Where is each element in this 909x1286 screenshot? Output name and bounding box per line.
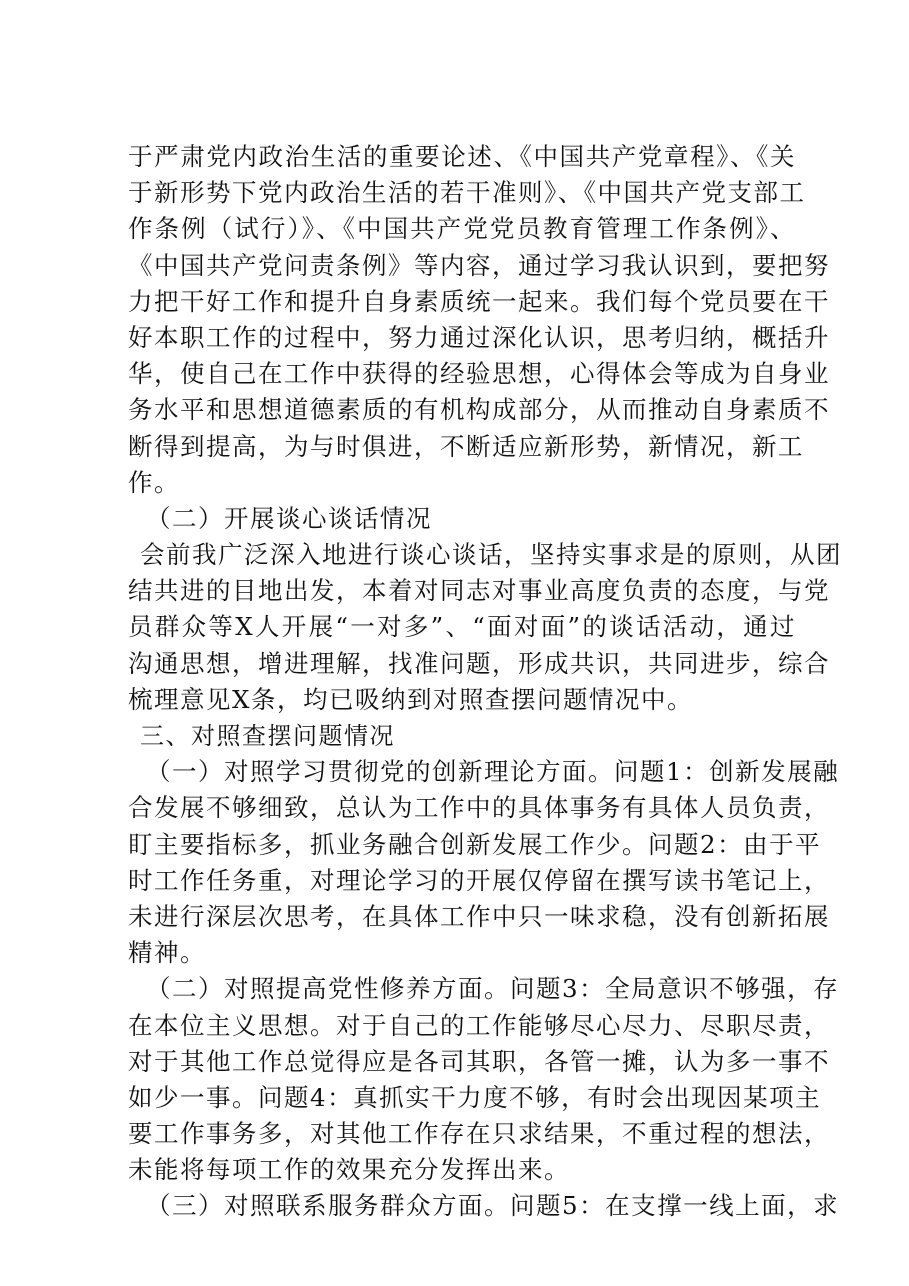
paragraph-line: 沟通思想，增进理解，找准问题，形成共识，共同进步，综合	[128, 648, 830, 678]
paragraph-line: 合发展不够细致，总认为工作中的具体事务有具体人员负责，	[128, 793, 830, 823]
paragraph-line: 要工作事务多，对其他工作存在只求结果，不重过程的想法，	[128, 1119, 830, 1149]
paragraph-line: 对于其他工作总觉得应是各司其职，各管一摊，认为多一事不	[128, 1046, 830, 1076]
paragraph-line: 断得到提高，为与时俱进，不断适应新形势，新情况，新工	[128, 431, 804, 461]
paragraph-line: 好本职工作的过程中，努力通过深化认识，思考归纳，概括升	[128, 322, 830, 352]
paragraph-line: 《中国共产党问责条例》等内容，通过学习我认识到，要把努	[128, 250, 830, 280]
paragraph-line: 如少一事。问题4：真抓实干力度不够，有时会出现因某项主	[128, 1082, 822, 1112]
paragraph-line: （三）对照联系服务群众方面。问题5：在支撑一线上面，求	[146, 1191, 840, 1221]
paragraph-line: 未能将每项工作的效果充分发挥出来。	[128, 1155, 570, 1185]
paragraph-line: 作条例（试行）》、《中国共产党党员教育管理工作条例》、	[128, 214, 796, 244]
paragraph-line: 员群众等X人开展“一对多”、“面对面”的谈话活动，通过	[128, 612, 796, 642]
paragraph-line: 于严肃党内政治生活的重要论述、《中国共产党章程》、《关	[128, 142, 796, 171]
paragraph-line: （二）对照提高党性修养方面。问题3：全局意识不够强，存	[146, 974, 840, 1004]
paragraph-line: 力把干好工作和提升自身素质统一起来。我们每个党员要在干	[128, 286, 830, 316]
paragraph-line: 会前我广泛深入地进行谈心谈话，坚持实事求是的原则，从团	[140, 540, 842, 570]
paragraph-line: 结共进的目地出发，本着对同志对事业高度负责的态度，与党	[128, 576, 830, 606]
subsection-heading: （二）开展谈心谈话情况	[146, 503, 432, 533]
paragraph-line: 梳理意见X条，均已吸纳到对照查摆问题情况中。	[128, 684, 693, 714]
paragraph-line: 华，使自己在工作中获得的经验思想，心得体会等成为自身业	[128, 359, 830, 389]
paragraph-line: 作。	[128, 467, 180, 497]
paragraph-line: 时工作任务重，对理论学习的开展仅停留在撰写读书笔记上，	[128, 865, 830, 895]
paragraph-line: 盯主要指标多，抓业务融合创新发展工作少。问题2：由于平	[128, 829, 822, 859]
paragraph-line: 精神。	[128, 938, 206, 968]
paragraph-line: （一）对照学习贯彻党的创新理论方面。问题1：创新发展融	[146, 757, 840, 787]
paragraph-line: 务水平和思想道德素质的有机构成部分，从而推动自身素质不	[128, 395, 830, 425]
paragraph-line: 在本位主义思想。对于自己的工作能够尽心尽力、尽职尽责，	[128, 1010, 830, 1040]
document-body	[128, 139, 842, 1225]
section-heading: 三、对照查摆问题情况	[140, 722, 395, 750]
paragraph-line: 未进行深层次思考，在具体工作中只一味求稳，没有创新拓展	[128, 901, 830, 931]
paragraph-line: 于新形势下党内政治生活的若干准则》、《中国共产党支部工	[128, 178, 806, 208]
